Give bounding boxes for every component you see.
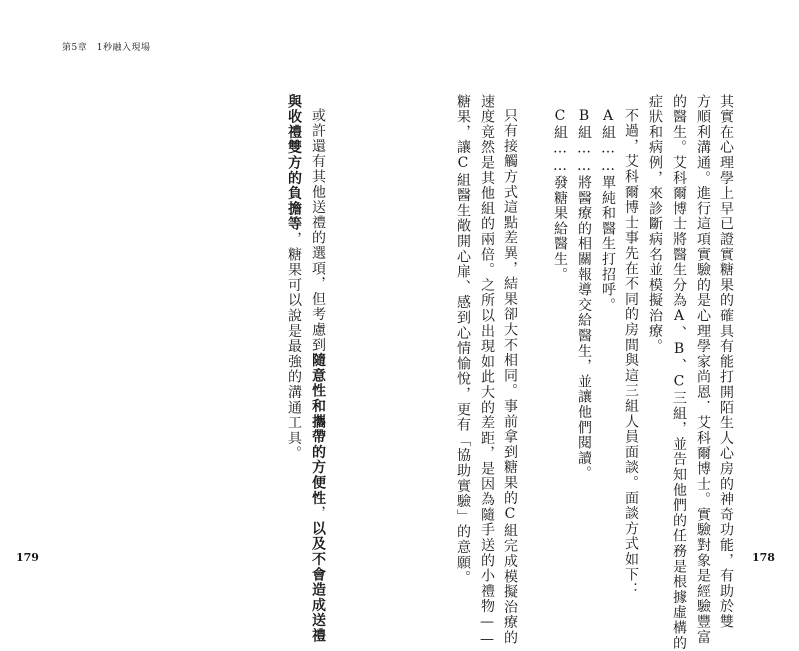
- list-item-b: B組……將醫療的相關報導交給醫生，並讓他們閱讀。: [576, 108, 592, 482]
- bold-run: 隨意性和攜帶的方便性: [310, 352, 326, 506]
- text-run: ，: [310, 505, 326, 522]
- paragraph-line: 糖果，讓C組醫生敞開心扉、感到心情愉悅，更有「協助實驗」的意願。: [455, 94, 471, 586]
- text-run: 或許還有其他送禮的選項，但考慮到: [310, 108, 326, 353]
- paragraph-line: 其實在心理學上早已證實糖果的確具有能打開陌生人心房的神奇功能，有助於雙: [718, 94, 734, 630]
- running-header: 第5章 1秒融入現場: [62, 43, 151, 53]
- bold-run: 與收禮雙方的負擔等: [286, 94, 302, 232]
- bold-run: 以及不會造成送禮: [310, 521, 326, 644]
- paragraph-line: [287, 94, 301, 524]
- paragraph-line: [310, 108, 326, 644]
- list-item-a: A組……單純和醫生打招呼。: [600, 108, 616, 313]
- paragraph-line: 不過，艾科爾博士事先在不同的房間與這三組人員面談。面談方式如下：: [623, 108, 639, 598]
- text-run: ，糖果可以說是最強的溝通工具。: [286, 231, 302, 462]
- paragraph-line: 症狀和病例，來診斷病名並模擬治療。: [647, 94, 663, 355]
- paragraph-line: 方順利溝通。進行這項實驗的是心理學家尚恩．艾科爾博士。實驗對象是經驗豐富: [695, 94, 711, 645]
- paragraph-line: 速度竟然是其他組的兩倍。之所以出現如此大的差距，是因為隨手送的小禮物——: [479, 94, 495, 649]
- paragraph-line: 的醫生。艾科爾博士將醫生分為A、B、C三組，並告知他們的任務是根據虛構的: [671, 94, 687, 651]
- page-number-right: 178: [752, 551, 775, 564]
- list-item-c: C組……發糖果給醫生。: [552, 108, 568, 283]
- paragraph-line: 只有接觸方式這點差異，結果卻大不相同。事前拿到糖果的C組完成模擬治療的: [502, 108, 518, 646]
- page-number-left: 179: [16, 551, 39, 564]
